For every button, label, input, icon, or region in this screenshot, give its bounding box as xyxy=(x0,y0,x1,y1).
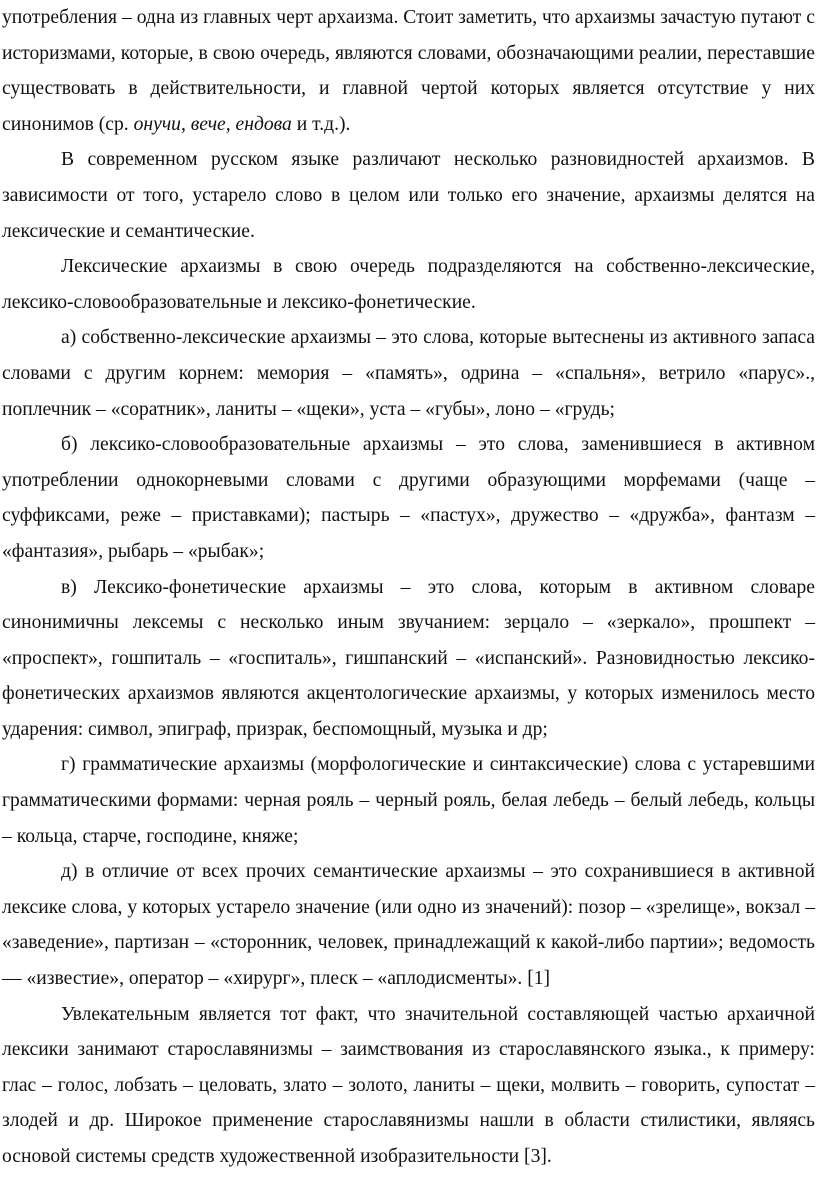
paragraph-tail: и т.д.). xyxy=(291,113,351,135)
paragraph-old-slavonicisms: Увлекательным является тот факт, что значительной составляющей частью архаичной лексики занимают старославянизмы – заимствования из старославянского языка., к примеру: глас – голос, лобзать – целовать, злато – золото, ланиты – щеки, молвить – говорить, супостат – злодей и др. Широкое применение старославянизмы нашли в области стилистики, являясь основой системы средств художественной изобразительности [3]. xyxy=(2,1003,815,1167)
paragraph-item-v: в) Лексико-фонетические архаизмы – это слова, которым в активном словаре синонимичны лексемы с несколько иным звучанием: зерцало – «зеркало», прошпект – «проспект», гошпиталь – «госпиталь», гишпанский – «испанский». Разновидностью лексико-фонетических архаизмов являются акцентологические архаизмы, у которых изменилось место ударения: символ, эпиграф, призрак, беспомощный, музыка и др; xyxy=(2,576,815,740)
paragraph-archaism-vs-historicism xyxy=(2,0,815,142)
paragraph-item-g: г) грамматические архаизмы (морфологические и синтаксические) слова с устаревшими грамматическими формами: черная рояль – черный рояль, белая лебедь – белый лебедь, кольцы – кольца, старче, господине, княже; xyxy=(2,754,815,847)
italic-examples: онучи, вече, ендова xyxy=(133,113,292,135)
paragraph-item-a: а) собственно-лексические архаизмы – это слова, которые вытеснены из активного запаса словами с другим корнем: мемория – «память», одрина – «спальня», ветрило «парус»., поплечник – «соратник», ланиты – «щеки», уста – «губы», лоно – «грудь; xyxy=(2,327,815,420)
paragraph-text: употребления – одна из главных черт архаизма. Стоит заметить, что архаизмы зачастую путают с историзмами, которые, в свою очередь, являются словами, обозначающими реалии, переставшие существовать в действительности, и главной чертой которых является отсутствие у них синонимов (ср. xyxy=(2,7,815,135)
paragraph-archaism-types: В современном русском языке различают несколько разновидностей архаизмов. В зависимости от того, устарело слово в целом или только его значение, архаизмы делятся на лексические и семантические. xyxy=(2,149,815,242)
paragraph-item-d: д) в отличие от всех прочих семантические архаизмы – это сохранившиеся в активной лексике слова, у которых устарело значение (или одно из значений): позор – «зрелище», вокзал – «заведение», партизан – «сторонник, человек, принадлежащий к какой-либо партии»; ведомость –– «известие», оператор – «хирург», плеск – «аплодисменты». [1] xyxy=(2,861,815,990)
paragraph-lexical-subtypes: Лексические архаизмы в свою очередь подразделяются на собственно-лексические, лексико-словообразовательные и лексико-фонетические. xyxy=(2,256,815,313)
paragraph-item-b: б) лексико-словообразовательные архаизмы – это слова, заменившиеся в активном употреблении однокорневыми словами с другими образующими морфемами (чаще – суффиксами, реже – приставками); пастырь – «пастух», дружество – «дружба», фантазм – «фантазия», рыбарь – «рыбак»; xyxy=(2,434,815,562)
document-page xyxy=(2,0,815,1175)
